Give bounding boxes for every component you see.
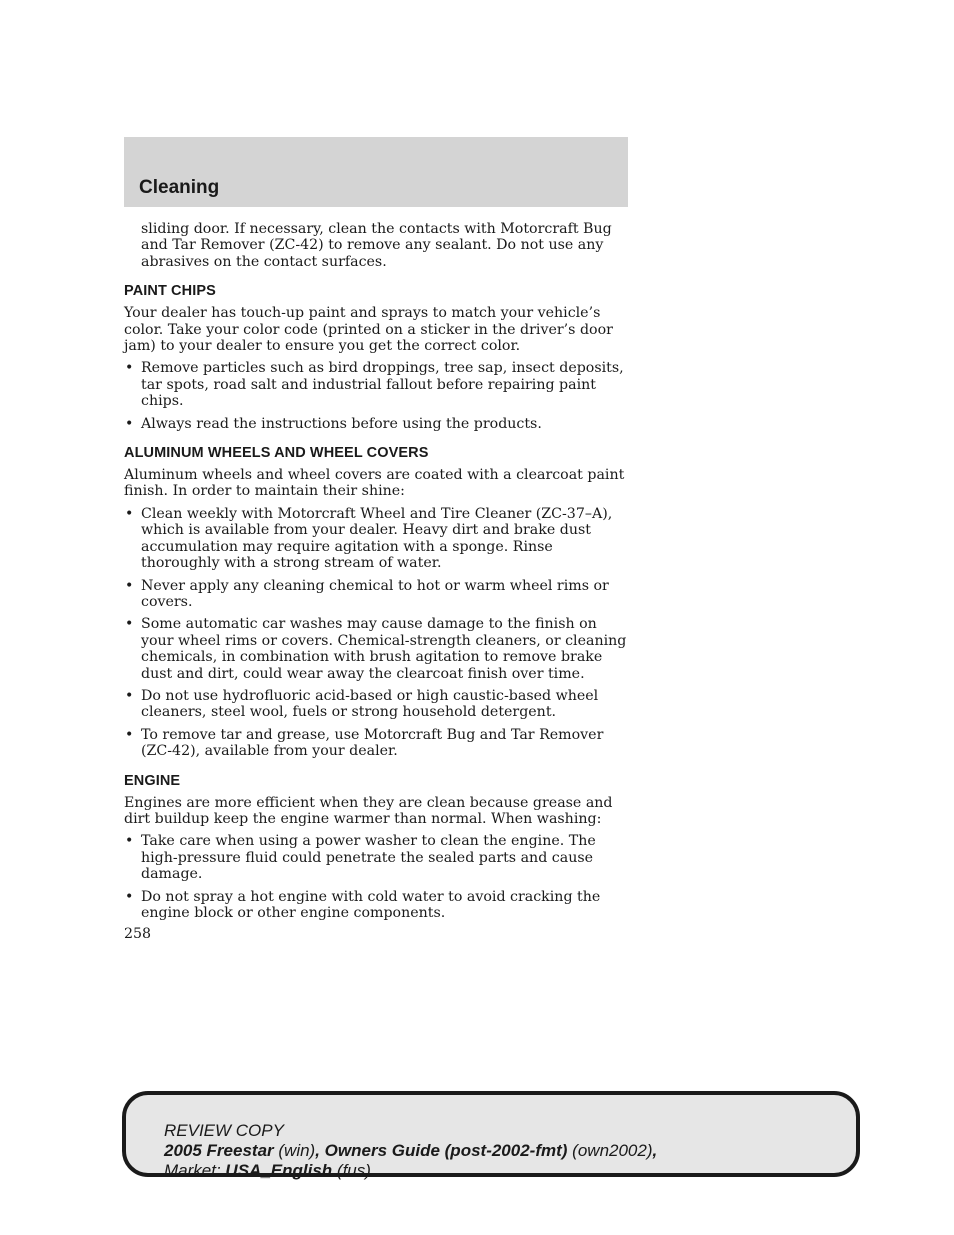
list-item [124,506,628,572]
guide-code: (own2002) [572,1141,653,1160]
page-body [124,221,628,921]
section-title: Cleaning [139,177,220,198]
list-item [124,727,628,760]
list-item-text: Clean weekly with Motorcraft Wheel and Tire Cleaner (ZC-37–A), which is available from your dealer. Heavy dirt and brake dust accumulation may require agitation with a sponge. Rinse thoroughly with a strong stream of water. [141,505,613,572]
list-item-text: Remove particles such as bird droppings, tree sap, insect deposits, tar spots, road salt and industrial fallout before repairing paint chips. [141,360,624,410]
list-item-text: To remove tar and grease, use Motorcraft Bug and Tar Remover (ZC-42), available from your dealer. [141,726,604,760]
section-header-band [124,137,628,207]
review-copy-box [122,1091,860,1180]
list-item-text: Some automatic car washes may cause damage to the finish on your wheel rims or covers. Chemical-strength cleaners, or cleaning chemicals, in combination with brush agitation to remove brake dust and dirt, could wear away the clearcoat finish over time. [141,616,627,682]
list-item [124,416,628,432]
model-code: (win) [278,1141,316,1160]
intro-paragraph: sliding door. If necessary, clean the contacts with Motorcraft Bug and Tar Remover (ZC-42) to remove any sealant. Do not use any abrasives on the contact surfaces. [141,221,612,270]
list-item-text: Do not use hydrofluoric acid-based or high caustic-based wheel cleaners, steel wool, fuels or strong household detergent. [141,687,599,721]
heading-aluminum-wheels: ALUMINUM WHEELS AND WHEEL COVERS [124,445,429,462]
list-item-text: Never apply any cleaning chemical to hot or warm wheel rims or covers. [141,577,609,610]
bullet-icon: • [125,833,134,850]
market-label: Market: [164,1161,221,1180]
list-item-text: Do not spray a hot engine with cold water to avoid cracking the engine block or other engine components. [141,888,601,921]
list-item [124,360,628,409]
aluminum-wheels-list [124,506,628,760]
list-item-text: Always read the instructions before using the products. [141,415,542,432]
page-number: 258 [124,926,152,942]
bullet-icon: • [125,888,134,905]
list-item [124,833,628,882]
guide-name: Owners Guide (post-2002-fmt) [324,1141,568,1160]
list-item-text: Take care when using a power washer to clean the engine. The high-pressure fluid could penetrate the sealed parts and cause damage. [141,833,596,883]
list-item [124,578,628,611]
bullet-icon: • [125,616,134,633]
engine-list [124,833,628,921]
separator: , [652,1141,658,1160]
bullet-icon: • [125,577,134,594]
model-name: 2005 Freestar [164,1141,274,1160]
engine-paragraph: Engines are more efficient when they are clean because grease and dirt buildup keep the engine warmer than normal. When washing: [124,794,613,827]
paint-chips-paragraph: Your dealer has touch-up paint and sprays to match your vehicle’s color. Take your color code (printed on a sticker in the driver’s door jam) to your dealer to ensure you get the correct color. [124,305,613,355]
market-code: (fus) [336,1161,371,1180]
bullet-icon: • [125,687,134,704]
bullet-icon: • [125,415,134,432]
heading-paint-chips: PAINT CHIPS [124,283,216,300]
market-name: USA_English [225,1161,333,1180]
list-item [124,889,628,922]
aluminum-wheels-paragraph: Aluminum wheels and wheel covers are coated with a clearcoat paint finish. In order to maintain their shine: [124,467,625,500]
separator: , [315,1141,325,1160]
heading-engine: ENGINE [124,772,181,789]
bullet-icon: • [125,726,134,743]
paint-chips-list [124,360,628,432]
bullet-icon: • [125,505,134,522]
list-item [124,688,628,721]
list-item [124,616,628,682]
bullet-icon: • [125,360,134,377]
review-copy-label: REVIEW COPY [164,1121,284,1140]
review-copy-text [164,1121,657,1181]
